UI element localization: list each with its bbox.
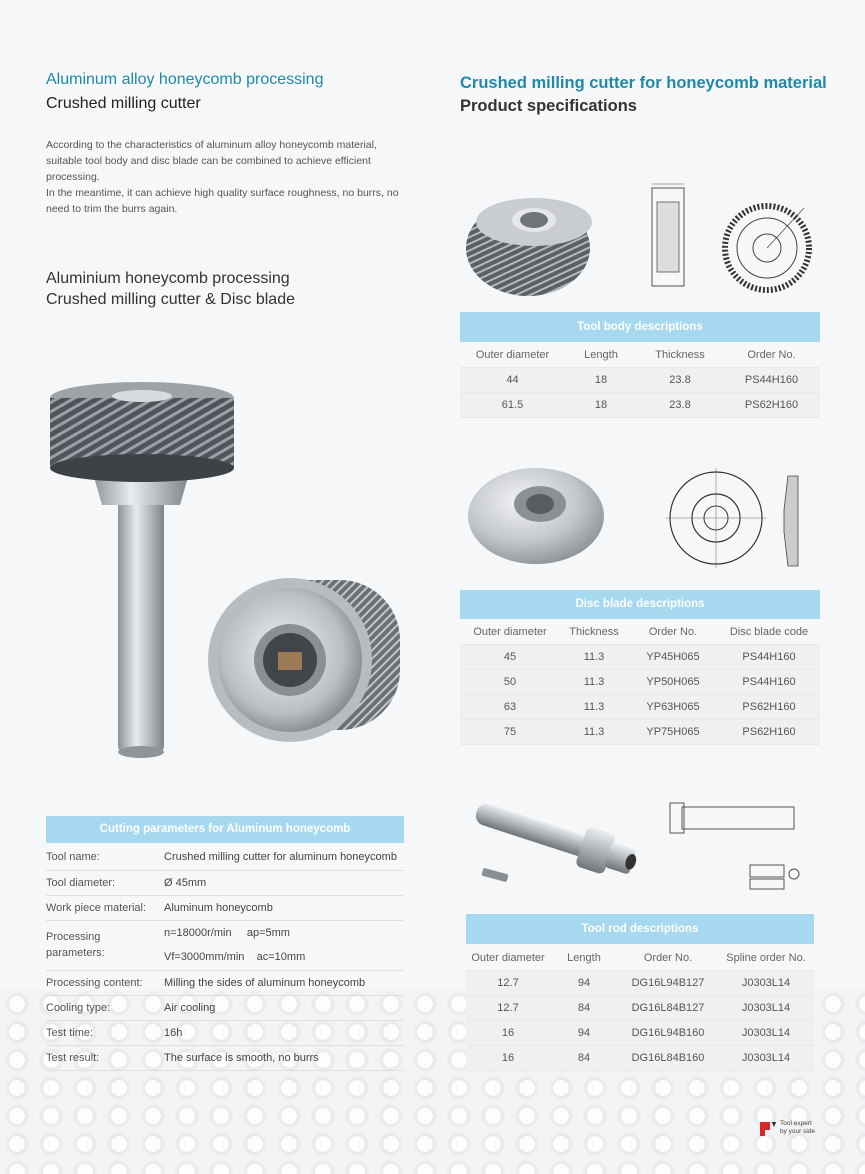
left-title: Aluminum alloy honeycomb processing	[46, 71, 324, 88]
left-subtitle: Crushed milling cutter	[46, 95, 201, 112]
param-value: 16h	[164, 1020, 404, 1045]
column-header: Spline order No.	[718, 946, 814, 971]
table-cell: 11.3	[560, 720, 628, 745]
logo-tagline-2: by your side	[780, 1128, 816, 1135]
column-header: Thickness	[637, 343, 723, 368]
cutter-product-image	[40, 370, 420, 760]
tool-body-table	[460, 343, 820, 418]
cutting-params-table	[46, 845, 404, 1071]
param-label: Work piece material:	[46, 895, 164, 920]
intro-paragraph	[46, 137, 411, 217]
table-cell: YP45H065	[628, 645, 718, 670]
intro-paragraph-2: In the meantime, it can achieve high quality surface roughness, no burrs, no need to trim the burrs again.	[46, 187, 399, 215]
table-cell: J0303L14	[718, 1046, 814, 1071]
table-cell: 84	[550, 996, 618, 1021]
table-cell: J0303L14	[718, 1021, 814, 1046]
table-row	[466, 971, 814, 996]
column-header: Length	[550, 946, 618, 971]
table-row	[460, 670, 820, 695]
intro-paragraph-1: According to the characteristics of aluminum alloy honeycomb material, suitable tool body and disc blade can be combined to achieve efficient processing.	[46, 139, 377, 183]
processing-label-1: Processing	[46, 931, 101, 943]
disc-blade-table	[460, 620, 820, 745]
tool-body-images	[462, 180, 817, 300]
param-value: The surface is smooth, no burrs	[164, 1045, 404, 1070]
table-row	[460, 368, 820, 393]
table-cell: PS44H160	[723, 368, 820, 393]
table-cell: 44	[460, 368, 565, 393]
param-row-tool-diameter	[46, 870, 404, 895]
param-row-test-time	[46, 1020, 404, 1045]
right-title: Crushed milling cutter for honeycomb material	[460, 74, 827, 92]
column-header: Thickness	[560, 620, 628, 645]
table-cell: 84	[550, 1046, 618, 1071]
param-value: Air cooling	[164, 995, 404, 1020]
param-vf: Vf=3000mm/min	[164, 951, 245, 963]
tool-rod-images	[460, 795, 820, 905]
tool-body-header: Tool body descriptions	[460, 312, 820, 342]
param-label	[46, 920, 164, 970]
table-cell: PS62H160	[718, 695, 820, 720]
param-row-tool-name	[46, 845, 404, 870]
table-cell: PS44H160	[718, 645, 820, 670]
table-cell: 94	[550, 1021, 618, 1046]
table-row	[466, 996, 814, 1021]
table-cell: 18	[565, 393, 637, 418]
column-header: Order No.	[723, 343, 820, 368]
table-row	[466, 1046, 814, 1071]
param-label: Tool name:	[46, 845, 164, 870]
table-header-row	[460, 620, 820, 645]
table-header-row	[460, 343, 820, 368]
param-label: Processing content:	[46, 970, 164, 995]
table-cell: 18	[565, 368, 637, 393]
param-value: Crushed milling cutter for aluminum honeycomb	[164, 845, 404, 870]
logo-mark-icon	[758, 1120, 778, 1138]
table-cell: 75	[460, 720, 560, 745]
table-cell: 12.7	[466, 971, 550, 996]
processing-label-2: parameters:	[46, 947, 105, 959]
tool-rod-header: Tool rod descriptions	[466, 914, 814, 944]
table-cell: DG16L94B160	[618, 1021, 718, 1046]
table-cell: DG16L94B127	[618, 971, 718, 996]
param-label: Cooling type:	[46, 995, 164, 1020]
table-row	[466, 1021, 814, 1046]
param-ac: ac=10mm	[256, 951, 306, 963]
table-cell: 16	[466, 1021, 550, 1046]
param-row-processing	[46, 920, 404, 970]
table-cell: 11.3	[560, 670, 628, 695]
table-cell: 50	[460, 670, 560, 695]
disc-blade-header: Disc blade descriptions	[460, 590, 820, 619]
param-value	[164, 920, 404, 970]
table-cell: PS62H160	[723, 393, 820, 418]
table-cell: 11.3	[560, 645, 628, 670]
section-heading-line-2: Crushed milling cutter & Disc blade	[46, 291, 295, 308]
table-cell: PS44H160	[718, 670, 820, 695]
param-label: Test time:	[46, 1020, 164, 1045]
disc-blade-images	[466, 462, 821, 577]
column-header: Order No.	[628, 620, 718, 645]
table-header-row	[466, 946, 814, 971]
brand-logo	[758, 1118, 828, 1142]
param-label: Test result:	[46, 1045, 164, 1070]
table-cell: J0303L14	[718, 996, 814, 1021]
column-header: Outer diameter	[460, 620, 560, 645]
param-row-cooling	[46, 995, 404, 1020]
param-value: Milling the sides of aluminum honeycomb	[164, 970, 404, 995]
column-header: Outer diameter	[466, 946, 550, 971]
param-ap: ap=5mm	[246, 927, 290, 939]
param-row-test-result	[46, 1045, 404, 1070]
table-cell: 23.8	[637, 368, 723, 393]
table-row	[460, 695, 820, 720]
table-row	[460, 645, 820, 670]
table-cell: DG16L84B160	[618, 1046, 718, 1071]
param-value: Ø 45mm	[164, 870, 404, 895]
param-n: n=18000r/min	[164, 927, 232, 939]
param-row-work-piece	[46, 895, 404, 920]
table-cell: 12.7	[466, 996, 550, 1021]
section-heading	[46, 268, 295, 310]
param-value: Aluminum honeycomb	[164, 895, 404, 920]
right-subtitle: Product specifications	[460, 97, 637, 115]
table-row	[460, 720, 820, 745]
column-header: Length	[565, 343, 637, 368]
section-heading-line-1: Aluminium honeycomb processing	[46, 270, 290, 287]
table-cell: YP75H065	[628, 720, 718, 745]
table-cell: 23.8	[637, 393, 723, 418]
table-cell: J0303L14	[718, 971, 814, 996]
table-cell: 61.5	[460, 393, 565, 418]
table-cell: 63	[460, 695, 560, 720]
param-label: Tool diameter:	[46, 870, 164, 895]
column-header: Outer diameter	[460, 343, 565, 368]
table-cell: 94	[550, 971, 618, 996]
param-row-content	[46, 970, 404, 995]
cutting-params-header: Cutting parameters for Aluminum honeycomb	[46, 816, 404, 843]
table-cell: PS62H160	[718, 720, 820, 745]
table-cell: 11.3	[560, 695, 628, 720]
table-cell: DG16L84B127	[618, 996, 718, 1021]
table-cell: 45	[460, 645, 560, 670]
column-header: Disc blade code	[718, 620, 820, 645]
table-cell: YP50H065	[628, 670, 718, 695]
table-cell: YP63H065	[628, 695, 718, 720]
logo-tagline-1: Tool expert	[780, 1120, 812, 1127]
logo-tagline	[780, 1120, 815, 1136]
table-cell: 16	[466, 1046, 550, 1071]
column-header: Order No.	[618, 946, 718, 971]
tool-rod-table	[466, 946, 814, 1071]
table-row	[460, 393, 820, 418]
